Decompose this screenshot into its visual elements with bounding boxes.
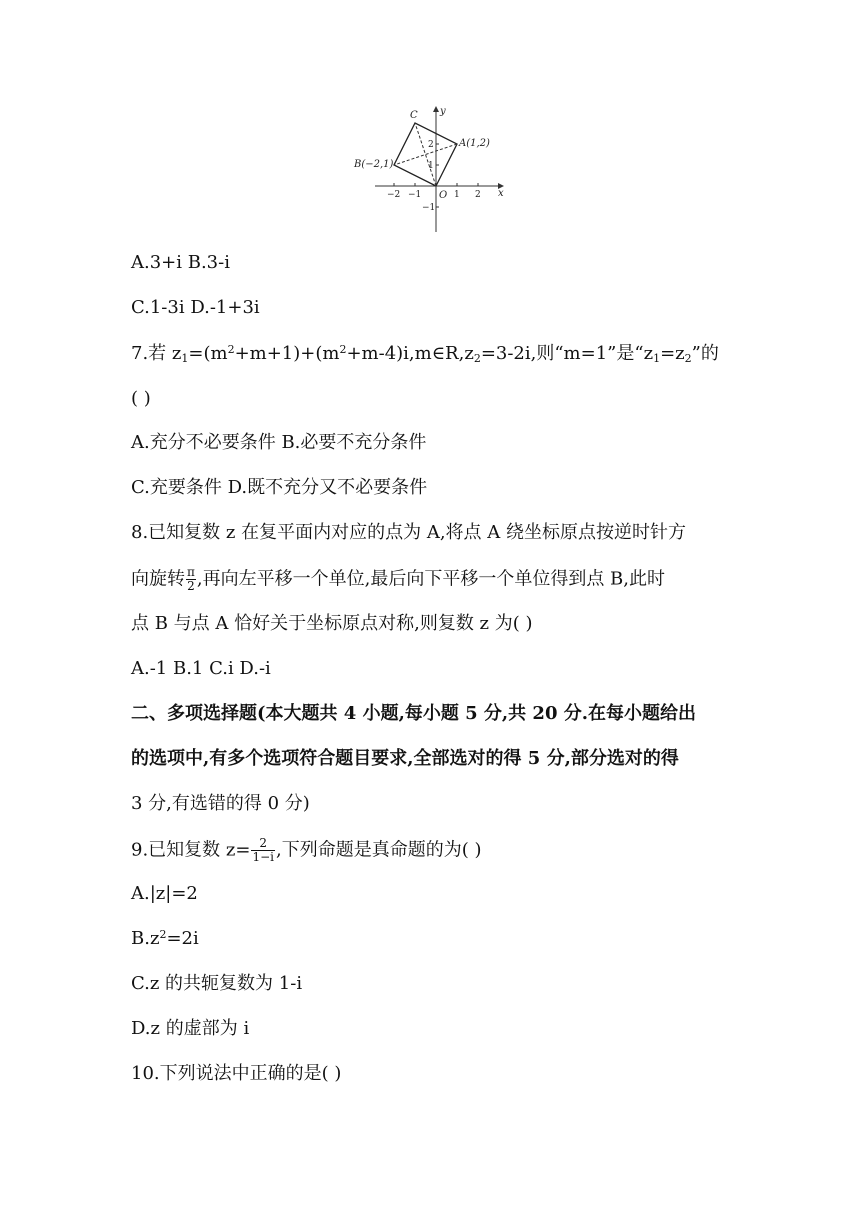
y-axis-arrow xyxy=(433,106,439,112)
label-y: y xyxy=(440,106,446,117)
q9-fraction: $\frac{2}{1-i}$ xyxy=(252,836,274,864)
complex-plane-figure xyxy=(340,100,520,240)
q9-option-c: C.z 的共轭复数为 1-i xyxy=(131,973,303,994)
section2-heading-line1: 二、多项选择题(本大题共 4 小题,每小题 5 分,共 20 分.在每小题给出 xyxy=(131,703,697,724)
x-tick-neg1: −1 xyxy=(408,190,422,200)
y-tick-neg1: −1 xyxy=(422,203,436,213)
q8-stem-line2: 向旋转 $\frac{\pi}{2}$ ,再向左平移一个单位,最后向下平移一个单位得到点 B,此时 xyxy=(131,565,666,593)
q9-stem: 9.已知复数 z= $\frac{2}{1-i}$ ,下列命题是真命题的为( ) xyxy=(131,836,482,864)
q6-options-cd: C.1-3i D.-1+3i xyxy=(131,297,260,318)
label-a: A(1,2) xyxy=(459,138,490,149)
q9-option-a: A.|z|=2 xyxy=(131,883,198,904)
section2-heading-line2: 的选项中,有多个选项符合题目要求,全部选对的得 5 分,部分选对的得 xyxy=(131,748,679,769)
parallelogram xyxy=(394,123,457,186)
q8-options: A.-1 B.1 C.i D.-i xyxy=(131,658,271,679)
q7-options-cd: C.充要条件 D.既不充分又不必要条件 xyxy=(131,477,428,498)
y-tick-2: 2 xyxy=(428,140,434,150)
label-x: x xyxy=(498,188,504,199)
q8-stem-line1: 8.已知复数 z 在复平面内对应的点为 A,将点 A 绕坐标原点按逆时针方 xyxy=(131,522,686,543)
q9-option-b: $B.z^2=2i$ xyxy=(131,928,199,949)
q6-options-ab: A.3+i B.3-i xyxy=(131,252,230,273)
y-tick-1: 1 xyxy=(428,161,434,171)
q10-stem: 10.下列说法中正确的是( ) xyxy=(131,1063,342,1084)
label-c: C xyxy=(410,110,418,121)
q8-fraction: $\frac{\pi}{2}$ xyxy=(187,565,195,593)
label-b: B(−2,1) xyxy=(354,159,394,170)
section2-heading-line3: 3 分,有选错的得 0 分) xyxy=(131,793,310,814)
x-tick-1: 1 xyxy=(454,190,460,200)
x-tick-2: 2 xyxy=(475,190,481,200)
q9-option-d: D.z 的虚部为 i xyxy=(131,1018,250,1039)
q7-stem: 7.若 $z_1=(m^2+m+1)+(m^2+m-4)i,m\in R,z_2=3-2i$,则“m=1”是“$z_1=z_2$”的 xyxy=(131,343,719,365)
q8-stem-line3: 点 B 与点 A 恰好关于坐标原点对称,则复数 z 为( ) xyxy=(131,613,533,634)
q7-answer-paren: ( ) xyxy=(131,388,151,409)
x-tick-neg2: −2 xyxy=(387,190,401,200)
label-o: O xyxy=(439,190,448,201)
q7-options-ab: A.充分不必要条件 B.必要不充分条件 xyxy=(131,432,427,453)
